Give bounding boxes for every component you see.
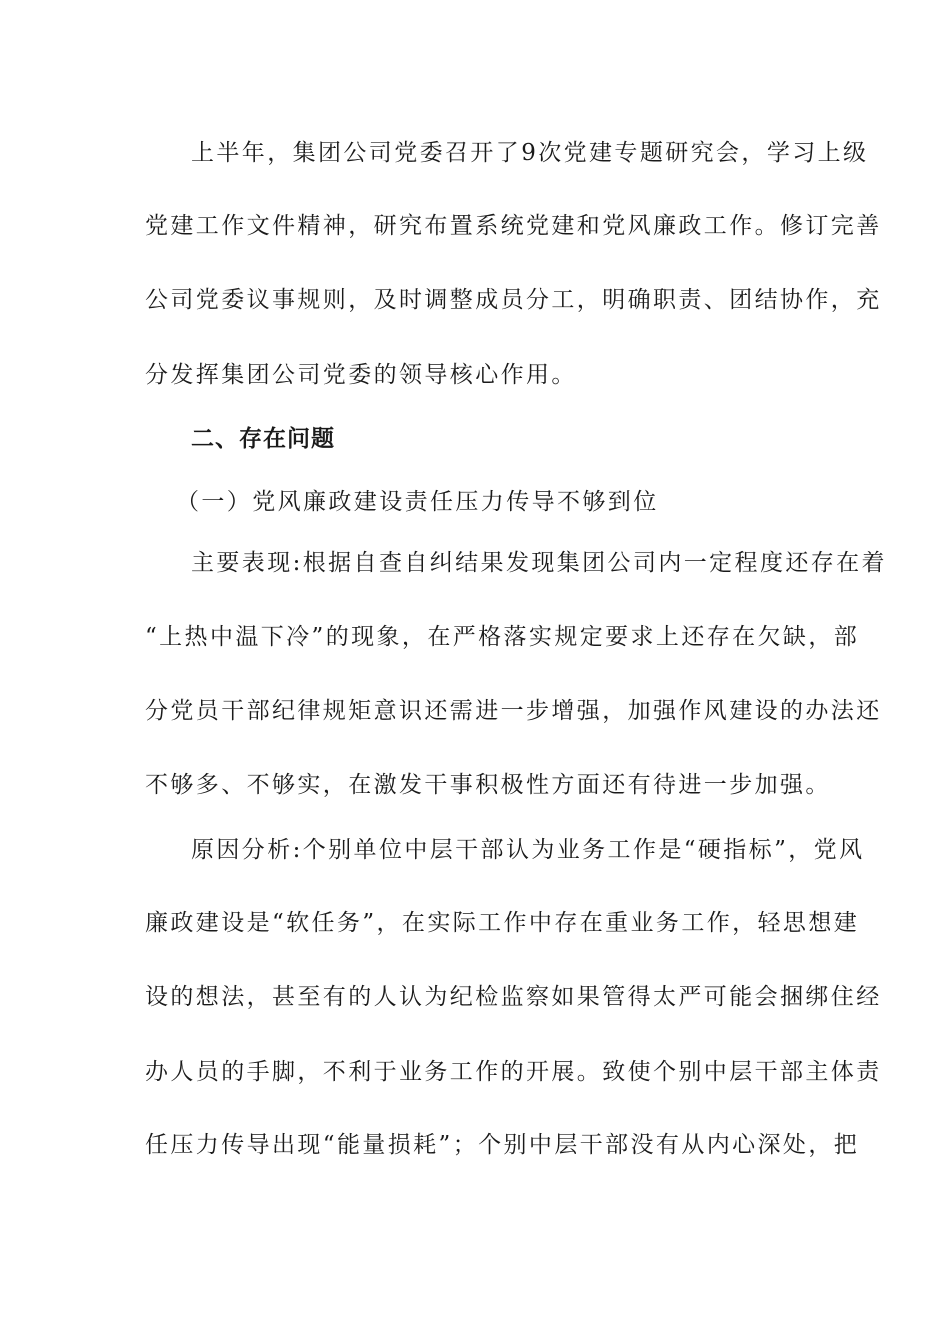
sub-heading: （一）党风廉政建设责任压力传导不够到位: [176, 489, 659, 515]
paragraph-line: 设的想法，甚至有的人认为纪检监察如果管得太严可能会捆绑住经: [145, 984, 882, 1010]
paragraph-line: 分党员干部纪律规矩意识还需进一步增强，加强作风建设的办法还: [145, 698, 882, 724]
paragraph-line: “上热中温下冷”的现象，在严格落实规定要求上还存在欠缺，部: [145, 624, 860, 650]
paragraph-line: 任压力传导出现“能量损耗”；个别中层干部没有从内心深处，把: [145, 1132, 860, 1158]
paragraph-line: 主要表现:根据自查自纠结果发现集团公司内一定程度还存在着: [191, 550, 887, 576]
section-heading: 二、存在问题: [191, 425, 335, 452]
paragraph-line: 不够多、不够实，在激发干事积极性方面还有待进一步加强。: [145, 772, 831, 798]
paragraph-line: 分发挥集团公司党委的领导核心作用。: [145, 362, 577, 388]
paragraph-line: 党建工作文件精神，研究布置系统党建和党风廉政工作。修订完善: [145, 213, 882, 239]
paragraph-line: 原因分析:个别单位中层干部认为业务工作是“硬指标”，党风: [191, 837, 865, 863]
paragraph-line: 上半年，集团公司党委召开了9次党建专题研究会，学习上级: [191, 140, 869, 166]
paragraph-line: 办人员的手脚，不利于业务工作的开展。致使个别中层干部主体责: [145, 1059, 882, 1085]
paragraph-line: 公司党委议事规则，及时调整成员分工，明确职责、团结协作，充: [145, 287, 882, 313]
paragraph-line: 廉政建设是“软任务”，在实际工作中存在重业务工作，轻思想建: [145, 910, 860, 936]
